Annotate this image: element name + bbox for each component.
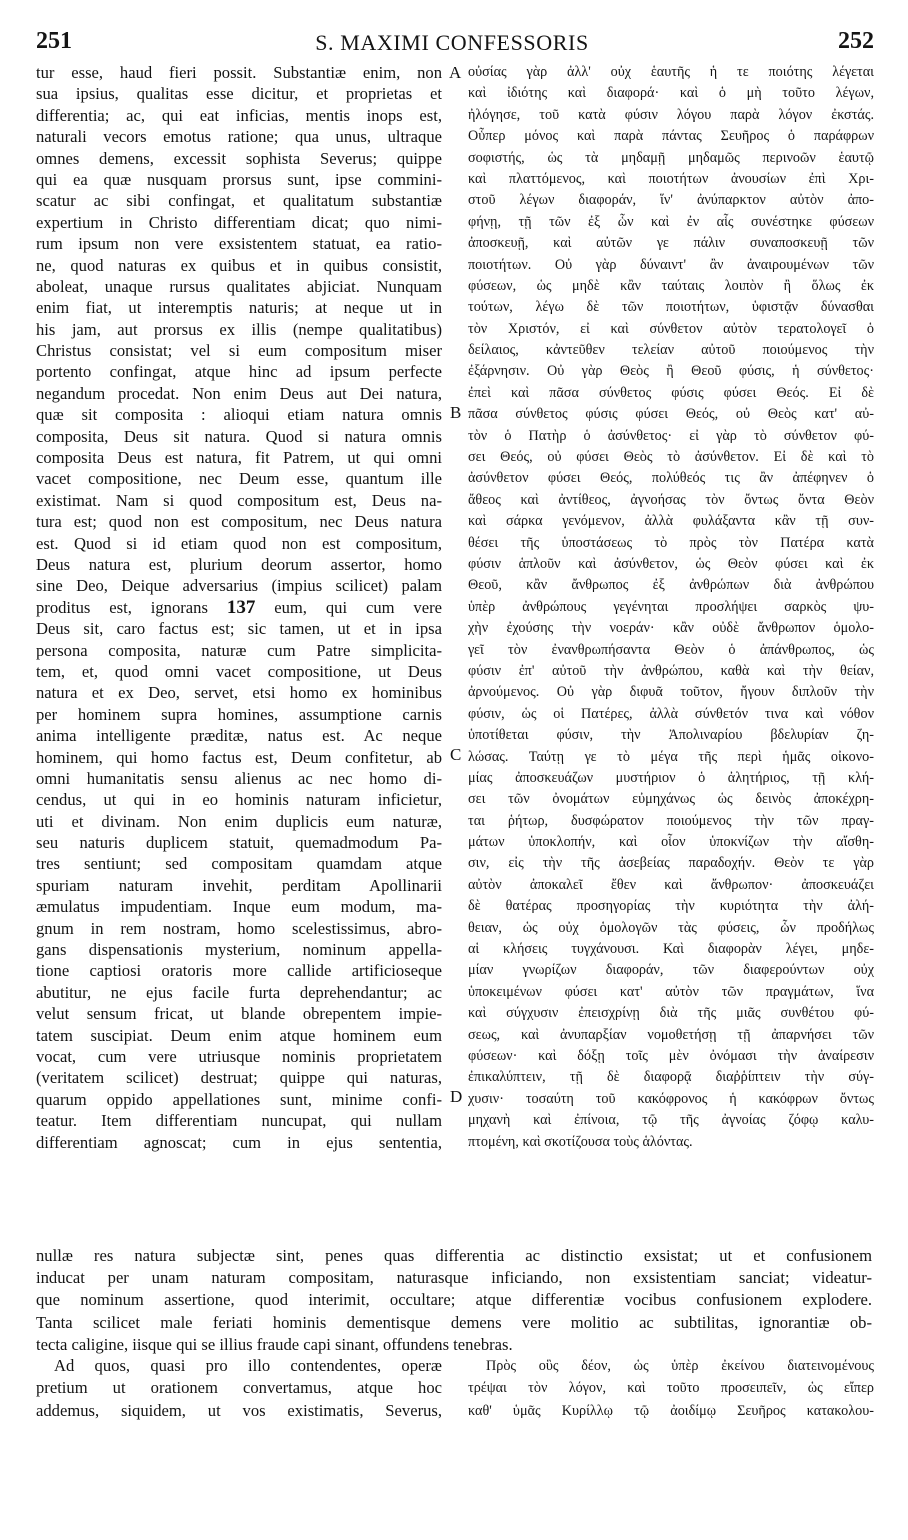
latin-line: per hominem supra homines, assumptione carnis [36, 704, 442, 724]
full-width-paragraph [36, 1245, 872, 1356]
greek-line: φύσεων, ὡς μηδὲ κἂν ταύταις λοιπὸν ἢ ὅλως ἐκ [468, 277, 874, 294]
greek-line: δὲ θατέρας προσηγορίας τὴν κυριότητα τὴν ἀλή- [468, 898, 874, 915]
greek-line: σει τῶν ὀνομάτων εὐμηχάνως ὡς δεινὸς ἀποκέχρη- [468, 791, 874, 808]
greek-line: θειαν, ὡς οὐχ ὁμολογῶν τὰς φύσεις, ὧν προδήλως [468, 919, 874, 936]
latin-line: gnum in rem nostram, homo scelestissimus, abro- [36, 918, 442, 938]
greek-line: ἐξάρνησιν. Οὐ γὰρ Θεὸς ἢ Θεοῦ φύσις, ἡ σύνθετος· [468, 363, 874, 380]
full-width-line: que nominum assertione, quod interimit, occultare; atque differentiæ vocibus confusionem explodere. [36, 1290, 872, 1310]
greek-line: φύσιν ἁπλοῦν καὶ ἀσύνθετον, ὡς Θεὸν φύσει καὶ ἐκ [468, 555, 874, 572]
greek-line: φύσεων· καὶ δόξῃ τοῖς μὲν ὀνόμασι τὴν ἀναίρεσιν [468, 1047, 874, 1064]
greek-line: ται ῥήτωρ, δυσφώρατον ποιούμενος τὴν τῶν πραγ- [468, 812, 874, 829]
greek-line: ἠλόγησε, τοῦ κατὰ φύσιν λόγου παρὰ λόγον ἐκστάς. [468, 106, 874, 123]
latin-line: vocat, cum vere utriusque nominis proprietatem [36, 1046, 442, 1066]
latin-line: uti et divinam. Non enim duplicis eum naturæ, [36, 811, 442, 831]
greek-line: καὶ σύγχυσιν ἐπεισχρίνῃ διὰ τῆς μιᾶς συνθέτου φύ- [468, 1005, 874, 1022]
latin-line: naturali vecors emotus ratione; qua unus, ultraque [36, 127, 442, 147]
latin-column [36, 62, 442, 1153]
full-width-line: Tanta scilicet male feriati hominis dementisque demens vere molitio ac subtilitas, ignorantiæ ob- [36, 1312, 872, 1332]
greek-line: αὐτὸν ἀποκαλεῖ ἔθεν καὶ ἄνθρωπον· ἀποσκευάζει [468, 876, 874, 893]
greek-line: στοῦ λέγων διαφοράν, ἵν' ἀνύπαρκτον αὐτὸν ἀπο- [468, 192, 874, 209]
greek-line: τούτων, λέγω δὲ τῶν ποιοτήτων, ὑφιστᾷν δύνασθαι [468, 299, 874, 316]
page-number-left: 251 [36, 28, 72, 54]
column-marker: 137 [226, 596, 256, 618]
page-number-right: 252 [838, 28, 874, 54]
latin-line: composita, Deus sit natura. Quod si natura omnis [36, 426, 442, 446]
latin-line: Deus natura est, plurium deorum assertor, homo [36, 554, 442, 574]
latin-line: vacet compositione, nec Deum esse, quantum ille [36, 469, 442, 489]
greek-line: ἀρνούμενος. Οὐ γὰρ διφυᾶ τοῦτον, ἤγουν διπλοῦν τὴν [468, 684, 874, 701]
greek-line: σεως, καὶ ἀνυπαρξίαν νομοθετήσῃ τῇ ἀπαρνήσει τῶν [468, 1026, 874, 1043]
latin-line: existimat. Nam si quod compositum est, Deus na- [36, 490, 442, 510]
latin-line: tres sentiunt; sed compositam quamdam atque [36, 854, 442, 874]
full-width-line: nullæ res natura subjectæ sint, penes quas differentia ac distinctio exsistat; ut et confusionem [36, 1246, 872, 1265]
greek-line: ἀποσκευῇ, καὶ αὐτῶν γε πάλιν συναποσκευῇ τῶν [468, 235, 874, 252]
greek-line: λώσας. Ταύτῃ γε τὸ μέγα τῆς περὶ ἡμᾶς οἰκονο- [468, 748, 874, 765]
latin-line: tatem suscipiat. Deum enim atque hominem eum [36, 1025, 442, 1045]
greek-line: φύσιν ἐπ' αὐτοῦ τὴν ἀνθρώπου, καθὰ καὶ τὴν θείαν, [468, 662, 874, 679]
greek-line: ποιοτήτων. Οὐ γὰρ δύναιντ' ἂν ἀναιρουμένων τῶν [468, 256, 874, 273]
latin-line: hominem, qui homo factus est, Deum confitetur, ab [36, 747, 442, 767]
greek-line: Οὗπερ μόνος καὶ παρὰ πάντας Σευῆρος ὁ παράφρων [468, 128, 874, 145]
greek-line: ὑπὲρ ἀνθρώπους γεγένηται προσλήψει σαρκὸς ψυ- [468, 598, 874, 615]
greek-line: ὑποκειμένων φύσει κατ' αὐτὸν τῶν πραγμάτων, ἵνα [468, 983, 874, 1000]
latin-line: seu naturis duplicem statuit, quemadmodum Pa- [36, 833, 442, 853]
latin-line: spuriam naturam invehit, perditam Apollinarii [36, 875, 442, 895]
latin-line: quæ sit composita : alioqui etiam natura omnis [36, 405, 442, 425]
latin-line: negandum procedat. Non enim Deus aut Dei natura, [36, 383, 442, 403]
greek-line: ἐπεὶ καὶ πᾶσα σύνθετος φύσις φύσει Θεός. Εἰ δὲ [468, 384, 874, 401]
full-width-line: tecta caligine, iisque qui se illius fraude capi sinant, offundens tenebras. [36, 1334, 513, 1354]
greek-line: χυσιν· τοσαύτη τοῦ κακόφρονος ἡ κακόφρων ὄντως [468, 1090, 874, 1107]
greek-line: χὴν ἐχούσης τὴν νοεράν· κἂν οὐδὲ ἄνθρωπον ὁμολο- [468, 620, 874, 637]
greek-line: μίαν γνωρίζων διαφοράν, τῶν διαφερούντων οὐχ [468, 962, 874, 979]
latin-line: his jam, aut prorsus ex illis (nempe qualitatibus) [36, 319, 442, 339]
latin-line: tura est; quod non est compositum, nec Deus natura [36, 512, 442, 532]
latin-line: gans dispensationis mysterium, nominum appella- [36, 940, 442, 960]
greek-line: ἀσύνθετον φύσει Θεός, πολύθεός τις ἂν ἀπέφηνεν ὁ [468, 470, 874, 487]
latin-line: omnes demens, excessit sophista Severus; quippe [36, 148, 442, 168]
greek-line: φήνῃ, τῇ τῶν ἐξ ὧν καὶ ἐν αἷς συνέστηκε φύσεων [468, 213, 874, 230]
greek-line: Θεοῦ, κἂν ἄνθρωπος ἐξ ἀνθρώπων διὰ ἀνθρώπου [468, 577, 874, 594]
latin-line: omni humanitatis sensu alienus ac nec homo di- [36, 768, 442, 788]
greek-line: μίας ἀποσκευάζων μυστήριον ὁ ἀλητήριος, τῇ κλή- [468, 769, 874, 786]
latin-line: Deus sit, caro factus est; sic tamen, ut et in ipsa [36, 619, 442, 639]
running-title: S. MAXIMI CONFESSORIS [315, 30, 589, 55]
latin-line: cendus, ut qui in eo hominis naturam inficietur, [36, 790, 442, 810]
margin-letter-a: A [449, 63, 462, 82]
latin-line: persona composita, naturæ cum Patre simplicita- [36, 640, 442, 660]
latin-line: proditus est, ignorans 137 eum, qui cum vere [36, 596, 442, 618]
latin-line: portento confingat, atque hinc ad ipsum perfecte [36, 362, 442, 382]
greek-line: μάτων ὑποκλοπήν, καὶ οἷον ὑποκνίζων τὴν αἴσθη- [468, 834, 874, 851]
bottom-greek-paragraph [468, 1355, 874, 1422]
latin-line: tem, et, quod omni vacet compositione, ut Deus [36, 661, 442, 681]
latin-line: anima intelligente præditæ, natus est. Ac neque [36, 726, 442, 746]
greek-line: καὶ πλαττόμενος, καὶ ποιοτήτων ἀνουσίων ἐπὶ Χρι- [468, 170, 874, 187]
greek-column [468, 62, 874, 1153]
bottom-latin-paragraph [36, 1355, 442, 1422]
greek-line: καὶ σάρκα γενόμενον, ἀλλὰ φυλάξαντα κἂν τῇ συν- [468, 513, 874, 530]
latin-line: æmulatus impudentiam. Inque eum modum, ma- [36, 897, 442, 917]
latin-line: teatur. Item differentiam nuncupat, qui nullam [36, 1111, 442, 1131]
latin-line: ne, quod naturas ex quibus et in quibus consistit, [36, 255, 442, 275]
greek-line: ἄθεος καὶ ἀντίθεος, ἀγνοήσας τὸν ὄντως ὄντα Θεὸν [468, 491, 874, 508]
greek-line: πᾶσα σύνθετος φύσις φύσει Θεός, οὐ Θεὸς κατ' αὐ- [468, 406, 874, 423]
latin-line: scatur ac sibi confingat, et qualitatum substantiæ [36, 191, 442, 211]
bottom-latin-line: Ad quos, quasi pro illo contendentes, operæ [54, 1356, 442, 1375]
latin-line: sua ipsius, qualitas esse dicitur, et proprietas et [36, 84, 442, 104]
greek-line: οὐσίας γὰρ ἀλλ' οὐχ ἑαυτῆς ἡ τε ποιότης λέγεται [468, 64, 874, 80]
greek-line: δείλαιος, κἀντεῦθεν τελείαν αὐτοῦ ποιούμενος τὴν [468, 342, 874, 359]
latin-line: expertium in Christo differentiam dicat; quo nimi- [36, 212, 442, 232]
latin-line: rum ipsum non vere exsistentem statuat, ea ratio- [36, 234, 442, 254]
greek-line: σιν, εἰς τὴν τῆς ἀσεβείας παραδοχήν. Θεὸν τε γὰρ [468, 855, 874, 872]
bottom-greek-line: καθ' ὑμᾶς Κυρίλλῳ τῷ ἀοιδίμῳ Σευῆρος κατακολου- [468, 1402, 874, 1419]
greek-line: αἱ κλήσεις τυγχάνουσι. Καὶ διαφορὰν λέγει, μηδε- [468, 941, 874, 958]
margin-letter-c: C [450, 745, 462, 764]
latin-line: qui ea quæ nusquam prorsus sunt, ipse commini- [36, 169, 442, 189]
bottom-greek-line: τρέψαι τὸν λόγον, καὶ τοῦτο προσειπεῖν, ὡς εἴπερ [468, 1380, 874, 1397]
latin-line: composita Deus est natura, fit Patrem, ut qui omni [36, 448, 442, 468]
greek-line: φύσιν, ὡς οἱ Πατέρες, ἀλλὰ σύνθετόν τινα καὶ νόθον [468, 705, 874, 722]
latin-line: quarum oppido appellationes sunt, minime confi- [36, 1089, 442, 1109]
latin-line: Christus consistat; vel si eum compositum miser [36, 341, 442, 361]
latin-line: natura et ex Deo, servet, etsi homo ex hominibus [36, 683, 442, 703]
latin-line: differentia; ac, qui eat inficias, mentis inops est, [36, 105, 442, 125]
bottom-latin-line: pretium ut orationem convertamus, atque hoc [36, 1378, 442, 1398]
latin-line: aboleat, unaque rursus qualitates abjiciat. Nunquam [36, 276, 442, 296]
latin-line: velut sensum fricat, ut blande obrepentem impie- [36, 1004, 442, 1024]
latin-line: sine Deo, Deique adversarius (impius scilicet) palam [36, 576, 442, 596]
greek-line: θέσει τῆς ὑποστάσεως τὸ πρὸς τὸν Πατέρα κατὰ [468, 534, 874, 551]
full-width-line: inducat per unam naturam compositam, naturasque inficiando, non exsistentiam sanciat; videatur- [36, 1268, 872, 1288]
latin-line: (veritatem scilicet) destruat; quippe qui naturas, [36, 1068, 442, 1088]
greek-line: καὶ ἰδιότης καὶ διαφορά· καὶ ὁ μὴ τοῦτο λέγων, [468, 85, 874, 102]
greek-line: σει Θεός, οὐ φύσει Θεὸς τὸ ἀσύνθετον. Εἰ δὲ καὶ τὸ [468, 449, 874, 466]
latin-line: tur esse, haud fieri possit. Substantiæ enim, non [36, 63, 442, 82]
greek-line: πτομένη, καὶ σκοτίζουσα τοὺς ἁλόντας. [468, 1133, 693, 1150]
bottom-latin-line: addemus, siquidem, ut vos existimatis, Severus, [36, 1400, 442, 1420]
margin-letter-b: B [450, 403, 462, 422]
latin-line: est. Quod si id etiam quod non est compositum, [36, 533, 442, 553]
greek-line: μηχανὴ καὶ ἐπίνοια, τῷ τῆς ἀγνοίας ζόφῳ καλυ- [468, 1112, 874, 1129]
latin-line: enim fiat, ut interemptis naturis; at neque ut in [36, 298, 442, 318]
latin-line: abutitur, ne ejus facile furta deprehendantur; ac [36, 982, 442, 1002]
greek-line: σοφιστής, ὡς τὰ μηδαμῇ μηδαμῶς περινοῶν ἑαυτῷ [468, 149, 874, 166]
latin-line: differentiam agnoscat; cum in ejus sententia, [36, 1132, 442, 1152]
margin-letter-d: D [450, 1087, 463, 1106]
running-header [30, 28, 874, 60]
greek-line: τὸν ὁ Πατὴρ ὁ ἀσύνθετος· εἰ γὰρ τὸ σύνθετον φύ- [468, 427, 874, 444]
latin-line: tione captiosi oratoris more callide artificioseque [36, 961, 442, 981]
greek-line: ἐπικαλύπτειν, τῇ δὲ διαφορᾷ διαῤῥίπτειν τὴν σύγ- [468, 1069, 874, 1086]
bottom-greek-line: Πρὸς οὓς δέον, ὡς ὑπὲρ ἐκείνου διατεινομένους [486, 1358, 874, 1374]
greek-line: ὑποτίθεται φύσιν, τὴν Ἀπολιναρίου βδελυρίαν ζη- [468, 727, 874, 744]
greek-line: τὸν Χριστόν, εἰ καὶ σύνθετον αὐτὸν τερατολογεῖ ὁ [468, 320, 874, 337]
greek-line: γεῖ τὸν ἐνανθρωπήσαντα Θεὸν ὁ ἀπάνθρωπος, ὡς [468, 641, 874, 658]
